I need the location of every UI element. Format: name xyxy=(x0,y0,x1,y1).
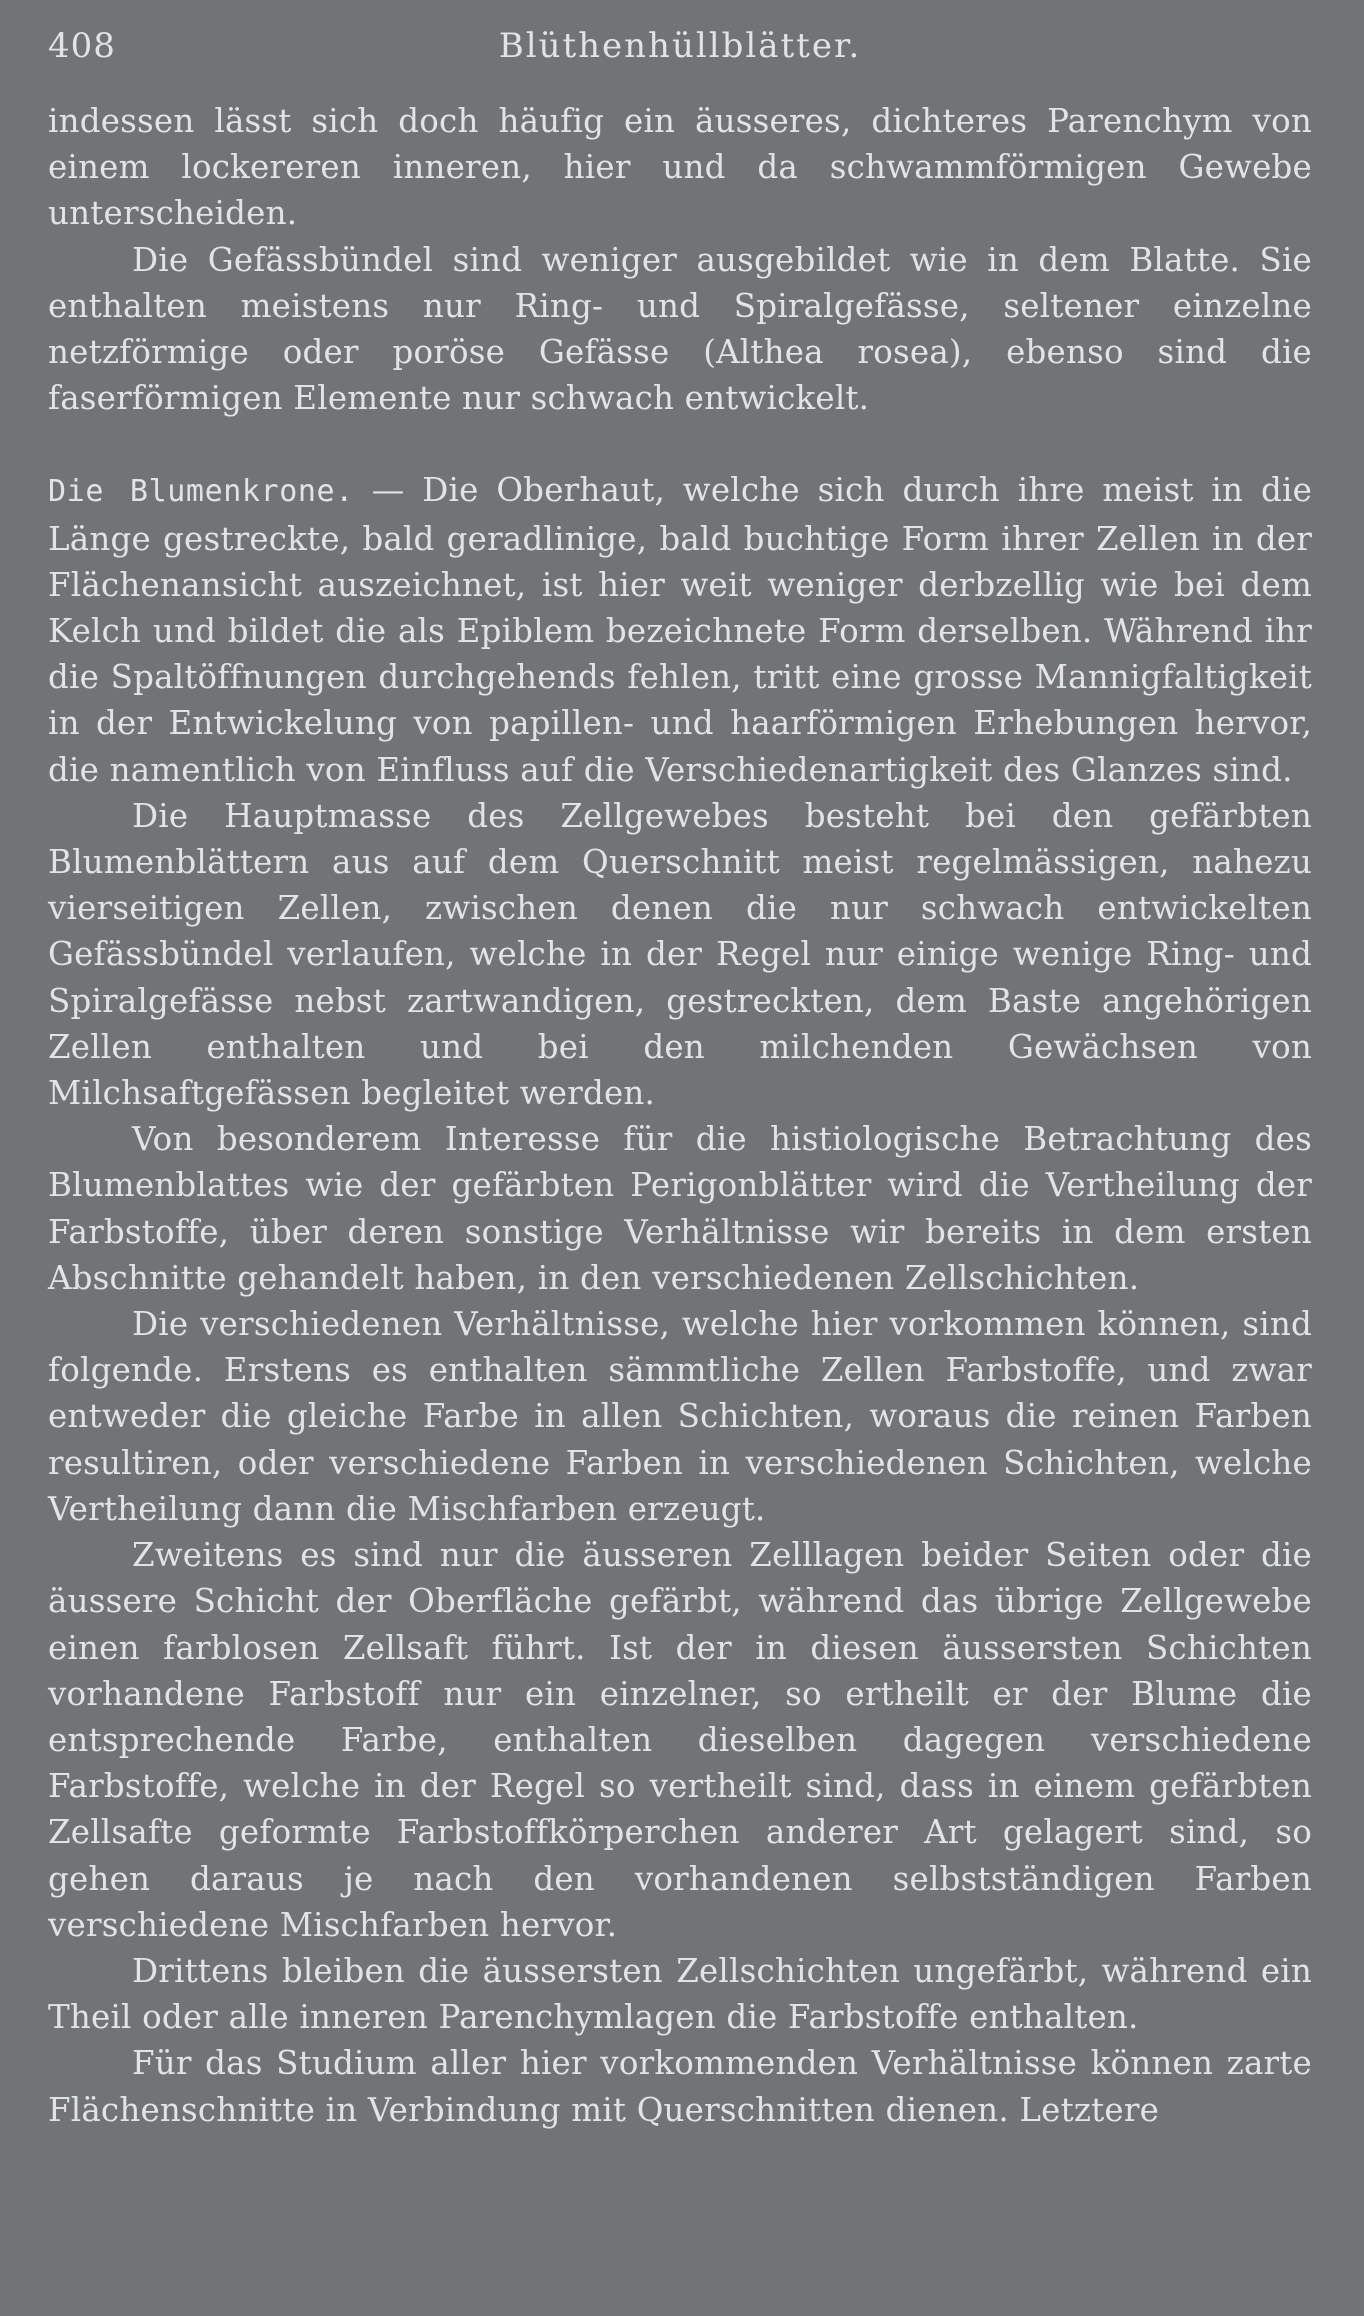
paragraph-blumenkrone xyxy=(48,467,1312,792)
paragraph-continuation: indessen lässt sich doch häufig ein äusseres, dichteres Parenchym von einem lockereren inneren, hier und da schwammförmigen Gewebe unterscheiden. xyxy=(48,102,1312,233)
paragraph-drittens: Drittens bleiben die äussersten Zellschichten ungefärbt, während ein Theil oder alle inneren Parenchymlagen die Farbstoffe enthalten. xyxy=(48,1951,1312,2037)
paragraph-hauptmasse: Die Hauptmasse des Zellgewebes besteht bei den gefärbten Blumenblättern aus auf dem Querschnitt meist regelmässigen, nahezu vierseitigen Zellen, zwischen denen die nur schwach entwickelten Gefässbündel verlaufen, welche in der Regel nur einige wenige Ring- und Spiralgefässe nebst zartwandigen, gestreckten, dem Baste angehörigen Zellen enthalten und bei den milchenden Gewächsen von Milchsaftgefässen begleitet werden. xyxy=(48,796,1312,1113)
paragraph-gefaessbuendel: Die Gefässbündel sind weniger ausgebildet wie in dem Blatte. Sie enthalten meistens nur Ring- und Spiralgefässe, seltener einzelne netzförmige oder poröse Gefässe (Althea rosea), ebenso sind die faserförmigen Elemente nur schwach entwickelt. xyxy=(48,240,1312,418)
paragraph-verhaeltnisse: Die verschiedenen Verhältnisse, welche hier vorkommen können, sind folgende. Erstens es enthalten sämmtliche Zellen Farbstoffe, und zwar entweder die gleiche Farbe in allen Schichten, woraus die reinen Farben resultiren, oder verschiedene Farben in verschiedenen Schichten, welche Vertheilung dann die Mischfarben erzeugt. xyxy=(48,1305,1312,1528)
section-gap xyxy=(48,421,1312,467)
page-number: 408 xyxy=(48,26,116,66)
running-head xyxy=(48,26,1312,76)
section-heading: Die Blumenkrone. xyxy=(48,474,354,510)
running-title: Blüthenhüllblätter. xyxy=(498,26,862,66)
paragraph-interesse: Von besonderem Interesse für die histiologische Betrachtung des Blumenblattes wie der gefärbten Perigonblätter wird die Vertheilung der Farbstoffe, über deren sonstige Verhältnisse wir bereits in dem ersten Abschnitte gehandelt haben, in den verschiedenen Zellschichten. xyxy=(48,1120,1312,1297)
paragraph-zweitens: Zweitens es sind nur die äusseren Zelllagen beider Seiten oder die äussere Schicht der Oberfläche gefärbt, während das übrige Zellgewebe einen farblosen Zellsaft führt. Ist der in diesen äussersten Schichten vorhandene Farbstoff nur ein einzelner, so ertheilt er der Blume die entsprechende Farbe, enthalten dieselben dagegen verschiedene Farbstoffe, welche in der Regel so vertheilt sind, dass in einem gefärbten Zellsafte geformte Farbstoffkörperchen anderer Art gelagert sind, so gehen daraus je nach den vorhandenen selbstständigen Farben verschiedene Mischfarben hervor. xyxy=(48,1536,1312,1944)
paragraph-studium: Für das Studium aller hier vorkommenden Verhältnisse können zarte Flächenschnitte in Verbindung mit Querschnitten dienen. Letztere xyxy=(48,2044,1312,2129)
paragraph-blumenkrone-text: — Die Oberhaut, welche sich durch ihre meist in die Länge gestreckte, bald geradlinige, bald buchtige Form ihrer Zellen in der Flächenansicht auszeichnet, ist hier weit weniger derbzellig wie bei dem Kelch und bildet die als Epiblem bezeichnete Form derselben. Während ihr die Spaltöffnungen durchgehends fehlen, tritt eine grosse Mannigfaltigkeit in der Entwickelung von papillen- und haarförmigen Erhebungen hervor, die namentlich von Einfluss auf die Verschiedenartigkeit des Glanzes sind. xyxy=(48,471,1313,789)
text-body xyxy=(48,98,1312,2133)
